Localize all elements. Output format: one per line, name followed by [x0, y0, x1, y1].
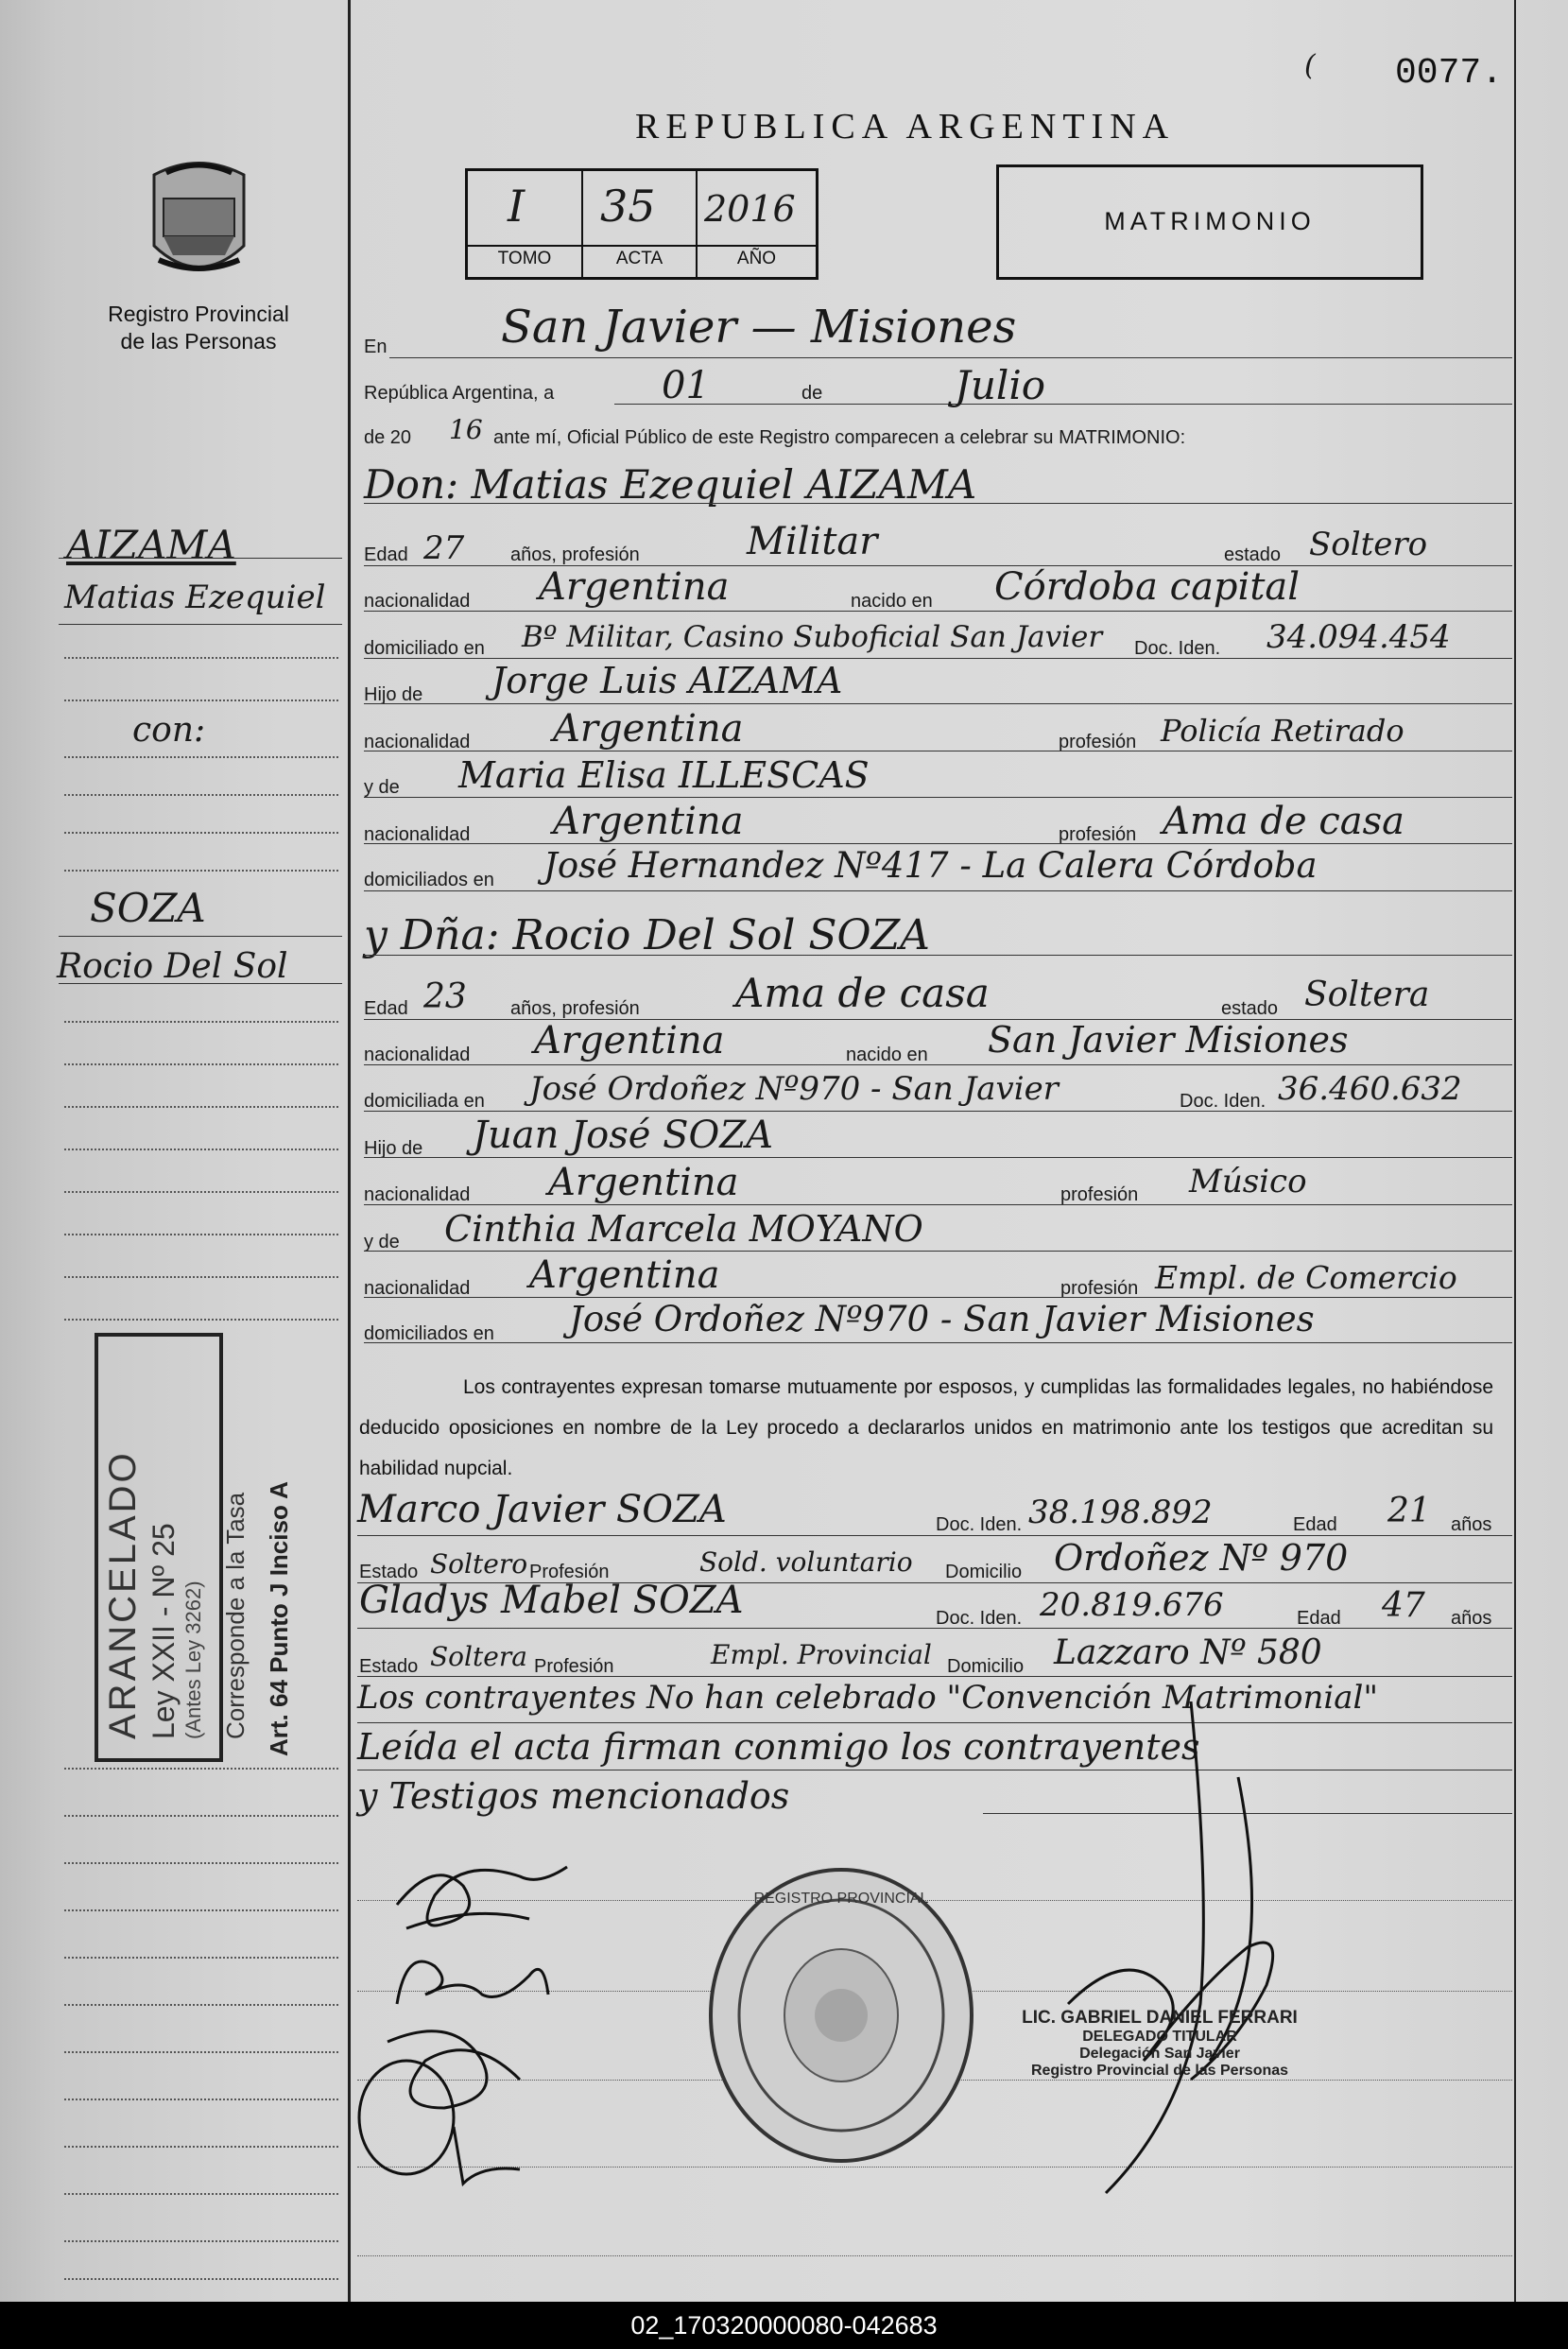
- witness2-profession: Empl. Provincial: [711, 1639, 932, 1670]
- signature-1-icon: [378, 1848, 595, 1952]
- groom-nationality: Argentina: [539, 565, 730, 609]
- groom-father-label: Hijo de: [364, 684, 423, 705]
- groom-father-nat-label: nacionalidad: [364, 732, 471, 752]
- margin-groom-given: Matias Ezequiel: [64, 579, 326, 616]
- bride-father-nat-label: nacionalidad: [364, 1184, 471, 1205]
- groom-profesion-label: años, profesión: [510, 544, 640, 565]
- corresponde-tasa: Corresponde a la Tasa: [221, 1492, 250, 1739]
- witness1-anos-label: años: [1451, 1514, 1492, 1535]
- bride-father-profession: Músico: [1189, 1163, 1307, 1200]
- bride-birthplace: San Javier Misiones: [988, 1019, 1349, 1061]
- bride-nacionalidad-label: nacionalidad: [364, 1045, 471, 1065]
- registry-name: [76, 301, 321, 355]
- bride-age: 23: [423, 977, 467, 1016]
- groom-address: Bº Militar, Casino Suboficial San Javier: [522, 620, 1103, 654]
- witness1-address: Ordoñez Nº 970: [1054, 1537, 1349, 1579]
- groom-mother-nat-label: nacionalidad: [364, 824, 471, 845]
- groom-nacionalidad-label: nacionalidad: [364, 591, 471, 612]
- witness2-age: 47: [1382, 1586, 1425, 1625]
- acta-label: ACTA: [615, 249, 663, 268]
- margin-bride-surname: SOZA: [90, 885, 206, 931]
- registry-name-line2: de las Personas: [120, 329, 277, 354]
- document-type-box: [996, 164, 1423, 280]
- coat-of-arms-icon: [140, 156, 258, 284]
- official-seal-icon: [704, 1864, 978, 2167]
- groom-nacido-label: nacido en: [851, 591, 933, 612]
- bride-father: Juan José SOZA: [473, 1114, 774, 1157]
- groom-estado-label: estado: [1224, 544, 1282, 565]
- place: San Javier — Misiones: [501, 301, 1017, 354]
- officer-delegation: Delegación San Javier: [1079, 2046, 1240, 2062]
- witness1-estado-label: Estado: [359, 1562, 419, 1582]
- witness1-edad-label: Edad: [1293, 1514, 1337, 1535]
- officer-registry: Registro Provincial de las Personas: [1030, 2063, 1289, 2079]
- margin-groom-surname: AIZAMA: [66, 522, 236, 568]
- groom-mother: Maria Elisa ILLESCAS: [458, 754, 870, 796]
- officer-signature-icon: [1049, 1701, 1323, 2212]
- groom-domiciliado-label: domiciliado en: [364, 638, 485, 659]
- arancelado-title: ARANCELADO: [102, 1450, 144, 1739]
- groom-edad-label: Edad: [364, 544, 408, 565]
- officer-stamp: [1004, 2008, 1316, 2080]
- tomo-label: TOMO: [497, 249, 552, 268]
- witness2-estado-label: Estado: [359, 1656, 419, 1677]
- arancelado-ancla: (Antes Ley 3262): [181, 1580, 205, 1739]
- bride-nationality: Argentina: [534, 1019, 725, 1062]
- bride-domiciliada-label: domiciliada en: [364, 1091, 485, 1112]
- witness1-doc: 38.198.892: [1028, 1494, 1213, 1531]
- bride-name: y Dña: Rocio Del Sol SOZA: [364, 911, 930, 959]
- bride-address: José Ordoñez Nº970 - San Javier: [529, 1070, 1059, 1108]
- month: Julio: [955, 362, 1046, 408]
- groom-birthplace: Córdoba capital: [994, 565, 1301, 609]
- record-number-box: [465, 168, 818, 280]
- tomo-value: I: [508, 181, 526, 232]
- groom-father-nationality: Argentina: [553, 707, 744, 751]
- witness2-profesion-label: Profesión: [534, 1656, 614, 1677]
- groom-doc: 34.094.454: [1266, 618, 1451, 656]
- bride-mother-profession: Empl. de Comercio: [1155, 1259, 1457, 1296]
- witness1-status: Soltero: [430, 1548, 528, 1580]
- bride-nacido-label: nacido en: [846, 1045, 928, 1065]
- witness1-name: Marco Javier SOZA: [357, 1488, 727, 1531]
- margin-con: con:: [132, 711, 206, 750]
- groom-mother-nationality: Argentina: [553, 800, 744, 843]
- groom-mother-profession: Ama de casa: [1163, 800, 1404, 843]
- witness1-doc-label: Doc. Iden.: [936, 1514, 1023, 1535]
- groom-father-profession: Policía Retirado: [1161, 713, 1404, 749]
- witness2-domicilio-label: Domicilio: [947, 1656, 1025, 1677]
- witness1-profession: Sold. voluntario: [699, 1546, 913, 1578]
- witness2-edad-label: Edad: [1297, 1608, 1341, 1629]
- bride-doc-label: Doc. Iden.: [1180, 1091, 1266, 1112]
- anio-label: AÑO: [736, 249, 777, 268]
- groom-mother-label: y de: [364, 777, 400, 798]
- groom-age: 27: [423, 529, 465, 567]
- arancelado-law: Ley XXII - Nº 25: [146, 1523, 181, 1739]
- year-suffix: 16: [449, 414, 483, 445]
- witness1-domicilio-label: Domicilio: [945, 1562, 1023, 1582]
- note-line-1: Los contrayentes No han celebrado "Convención Matrimonial": [357, 1679, 1379, 1717]
- bride-estado-label: estado: [1221, 998, 1279, 1019]
- registry-name-line1: Registro Provincial: [108, 302, 289, 326]
- groom-parents-domiciliados-label: domiciliados en: [364, 870, 494, 890]
- groom-status: Soltero: [1309, 526, 1428, 563]
- intro-text: ante mí, Oficial Público de este Registro comparecen a celebrar su MATRIMONIO:: [493, 427, 1186, 448]
- witness1-profesion-label: Profesión: [529, 1562, 610, 1582]
- signature-3-icon: [331, 2004, 577, 2193]
- day: 01: [662, 364, 710, 407]
- bride-father-prof-label: profesión: [1060, 1184, 1139, 1205]
- declaration-text: Los contrayentes expresan tomarse mutuamente por esposos, y cumplidas las formalidades legales, no habiéndose deducido oposiciones en nombre de la Ley procedo a declararlos unidos en matrimonio ante los testigos que acreditan su habilidad nupcial.: [359, 1376, 1493, 1479]
- margin-bride-given: Rocio Del Sol: [57, 947, 288, 986]
- bride-mother-label: y de: [364, 1232, 400, 1252]
- bride-profession: Ama de casa: [735, 970, 990, 1016]
- groom-father: Jorge Luis AIZAMA: [491, 660, 843, 701]
- republica-label: República Argentina, a: [364, 383, 555, 404]
- groom-mother-prof-label: profesión: [1059, 824, 1137, 845]
- country-title: REPUBLICA ARGENTINA: [635, 107, 1176, 147]
- en-label: En: [364, 337, 388, 357]
- witness2-name: Gladys Mabel SOZA: [359, 1579, 744, 1622]
- document-type: MATRIMONIO: [1104, 207, 1316, 235]
- art64-line: Art. 64 Punto J Inciso A: [265, 1481, 293, 1756]
- witness1-age: 21: [1387, 1492, 1431, 1530]
- document-id-footer: 02_170320000080-042683: [0, 2302, 1568, 2349]
- bride-mother-nationality: Argentina: [529, 1253, 720, 1297]
- witness2-doc: 20.819.676: [1040, 1586, 1224, 1624]
- witness2-address: Lazzaro Nº 580: [1054, 1633, 1322, 1672]
- bride-parents-domiciliados-label: domiciliados en: [364, 1323, 494, 1344]
- bride-status: Soltera: [1304, 976, 1430, 1014]
- bride-profesion-label: años, profesión: [510, 998, 640, 1019]
- bride-parents-address: José Ordoñez Nº970 - San Javier Misiones: [569, 1299, 1315, 1339]
- groom-name: Don: Matias Ezequiel AIZAMA: [364, 461, 977, 508]
- bride-doc: 36.460.632: [1278, 1070, 1462, 1108]
- de20-label: de 20: [364, 427, 412, 448]
- witness2-anos-label: años: [1451, 1608, 1492, 1629]
- bride-mother-prof-label: profesión: [1060, 1278, 1139, 1299]
- right-border: [1514, 0, 1516, 2302]
- seal-text: REGISTRO PROVINCIAL: [753, 1891, 929, 1907]
- witness2-status: Soltera: [430, 1641, 527, 1672]
- page-number: 0077.: [1395, 53, 1504, 94]
- left-column-divider: [348, 0, 351, 2302]
- bride-father-nationality: Argentina: [548, 1161, 739, 1204]
- groom-parents-address: José Hernandez Nº417 - La Calera Córdoba: [543, 845, 1318, 886]
- officer-name: LIC. GABRIEL DANIEL FERRARI: [1022, 2008, 1298, 2028]
- note-line-2: Leída el acta firman conmigo los contrayentes: [357, 1726, 1200, 1768]
- witness2-doc-label: Doc. Iden.: [936, 1608, 1023, 1629]
- page-number-mark: (: [1304, 49, 1316, 82]
- note-line-3: y Testigos mencionados: [357, 1775, 790, 1817]
- bride-mother-nat-label: nacionalidad: [364, 1278, 471, 1299]
- officer-title: DELEGADO TITULAR: [1082, 2029, 1237, 2045]
- bride-mother: Cinthia Marcela MOYANO: [444, 1208, 923, 1250]
- groom-profession: Militar: [747, 520, 878, 563]
- de-label: de: [801, 383, 823, 404]
- bride-father-label: Hijo de: [364, 1138, 423, 1159]
- anio-value: 2016: [704, 188, 796, 230]
- groom-doc-label: Doc. Iden.: [1134, 638, 1221, 659]
- bride-edad-label: Edad: [364, 998, 408, 1019]
- groom-father-prof-label: profesión: [1059, 732, 1137, 752]
- acta-value: 35: [600, 181, 656, 232]
